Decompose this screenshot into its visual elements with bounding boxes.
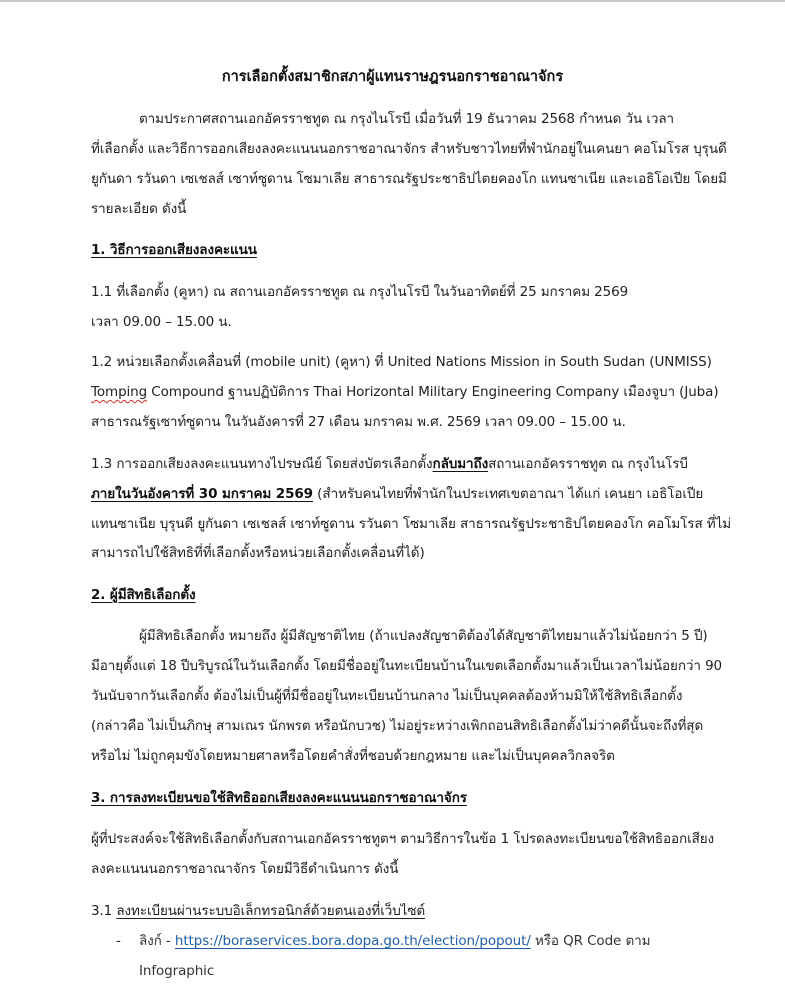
link-prefix: ลิงก์ - [139,933,175,949]
section-3-heading: 3. การลงทะเบียนขอใช้สิทธิออกเสียงลงคะแนนนอกราชอาณาจักร [91,790,467,806]
item-1-3-line-3: แทนซาเนีย บุรุนดี ยูกันดา เซเชลส์ เซาท์ซูดาน รวันดา โซมาเลีย สาธารณรัฐประชาธิปไตยคองโก คอโมโรส ที่ไม่ [91,516,732,532]
intro-line-4: รายละเอียด ดังนี้ [91,201,187,217]
item-1-1-line-2: เวลา 09.00 – 15.00 น. [91,314,232,330]
item-1-2-line-1: 1.2 หน่วยเลือกตั้งเคลื่อนที่ (mobile unit) (คูหา) ที่ United Nations Mission in South Sudan (UNMISS) [91,354,712,370]
section-1-heading: 1. วิธีการออกเสียงลงคะแนน [91,242,257,258]
item-3-1-number: 3.1 [91,903,117,919]
item-1-2-line-2-rest: Compound ฐานปฏิบัติการ Thai Horizontal Military Engineering Company เมืองจูบา (Juba) [147,384,719,400]
intro-line-3: ยูกันดา รวันดา เซเชลส์ เซาท์ซูดาน โซมาเลีย สาธารณรัฐประชาธิปไตยคองโก แทนซาเนีย และเอธิโอเปีย โดยมี [91,171,727,187]
item-3-1-bullet [139,931,650,951]
emphasis-deadline: ภายในวันอังคารที่ 30 มกราคม 2569 [91,486,313,502]
registration-link[interactable]: https://boraservices.bora.dopa.go.th/election/popout/ [174,933,531,949]
bullet-dash: - [116,933,121,949]
misspelled-word[interactable]: Tomping [91,384,148,400]
section-2-line-3: วันนับจากวันเลือกตั้ง ต้องไม่เป็นผู้ที่มีชื่ออยู่ในทะเบียนบ้านกลาง ไม่เป็นบุคคลต้องห้ามมิให้ใช้สิทธิเลือกตั้ง [91,688,683,704]
section-2-line-1: ผู้มีสิทธิเลือกตั้ง หมายถึง ผู้มีสัญชาติไทย (ถ้าแปลงสัญชาติต้องได้สัญชาติไทยมาแล้วไม่น้อยกว่า 5 ปี) [139,628,708,644]
section-2-heading: 2. ผู้มีสิทธิเลือกตั้ง [91,587,196,603]
item-1-2-line-2 [91,382,718,402]
link-suffix: หรือ QR Code ตาม [530,933,651,949]
item-1-3-line-1 [91,454,688,474]
item-3-1-label: ลงทะเบียนผ่านระบบอิเล็กทรอนิกส์ด้วยตนเองที่เว็บไซต์ [116,903,426,919]
section-3-line-1: ผู้ที่ประสงค์จะใช้สิทธิเลือกตั้งกับสถานเอกอัครราชทูตฯ ตามวิธีการในข้อ 1 โปรดลงทะเบียนขอใช้สิทธิออกเสียง [91,831,715,847]
intro-line-1: ตามประกาศสถานเอกอัครราชทูต ณ กรุงไนโรบี เมื่อวันที่ 19 ธันวาคม 2568 กำหนด วัน เวลา [139,111,674,127]
item-3-1-heading [91,901,425,921]
section-3-line-2: ลงคะแนนนอกราชอาณาจักร โดยมีวิธีดำเนินการ ดังนี้ [91,861,399,877]
item-1-3-text-cont: สถานเอกอัครราชทูต ณ กรุงไนโรบี [488,456,688,472]
window-top-border [0,0,785,2]
item-1-3-line-4: สามารถไปใช้สิทธิที่ที่เลือกตั้งหรือหน่วยเลือกตั้งเคลื่อนที่ได้) [91,545,425,561]
document-title: การเลือกตั้งสมาชิกสภาผู้แทนราษฎรนอกราชอาณาจักร [221,69,564,85]
item-1-1-line-1: 1.1 ที่เลือกตั้ง (คูหา) ณ สถานเอกอัครราชทูต ณ กรุงไนโรบี ในวันอาทิตย์ที่ 25 มกราคม 2569 [91,284,629,300]
item-1-2-line-3: สาธารณรัฐเซาท์ซูดาน ในวันอังคารที่ 27 เดือน มกราคม พ.ศ. 2569 เวลา 09.00 – 15.00 น. [91,414,626,430]
section-2-line-4: (กล่าวคือ ไม่เป็นภิกษุ สามเณร นักพรต หรือนักบวช) ไม่อยู่ระหว่างเพิกถอนสิทธิเลือกตั้งไม่ว่าคดีนั้นจะถึงที่สุด [91,718,704,734]
item-1-3-line-2 [91,484,703,504]
item-1-3-text-countries: (สำหรับคนไทยที่พำนักในประเทศเขตอาณา ได้แก่ เคนยา เอธิโอเปีย [312,486,704,502]
section-2-line-5: หรือไม่ ไม่ถูกคุมขังโดยหมายศาลหรือโดยคำสั่งที่ชอบด้วยกฎหมาย และไม่เป็นบุคคลวิกลจริต [91,748,615,764]
section-2-line-2: มีอายุตั้งแต่ 18 ปีบริบูรณ์ในวันเลือกตั้ง โดยมีชื่ออยู่ในทะเบียนบ้านในเขตเลือกตั้งมาแล้วเป็นเวลาไม่น้อยกว่า 90 [91,658,723,674]
item-3-1-bullet-cont: Infographic [139,963,215,979]
item-1-3-text: 1.3 การออกเสียงลงคะแนนทางไปรษณีย์ โดยส่งบัตรเลือกตั้ง [91,456,433,472]
intro-line-2: ที่เลือกตั้ง และวิธีการออกเสียงลงคะแนนนอกราชอาณาจักร สำหรับชาวไทยที่พำนักอยู่ในเคนยา คอโมโรส บุรุนดี [91,141,727,157]
emphasis-return-by: กลับมาถึง [432,456,489,472]
